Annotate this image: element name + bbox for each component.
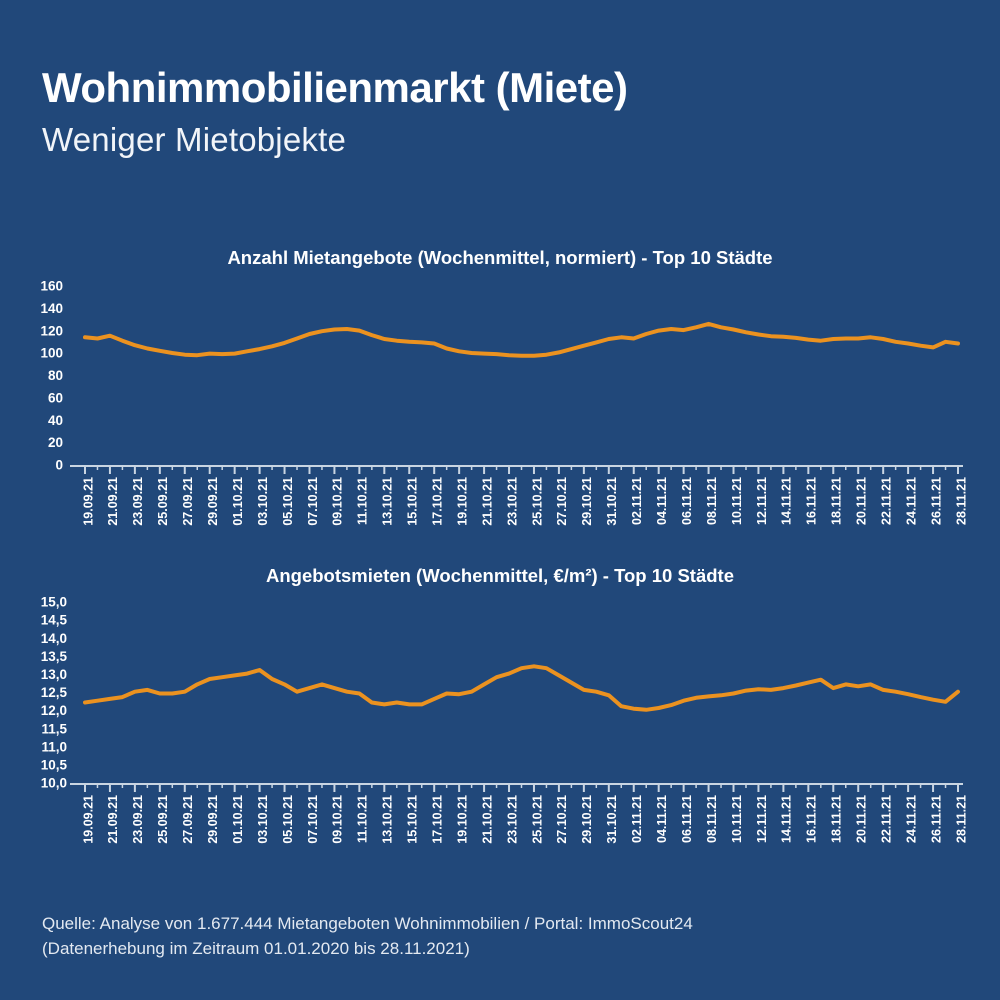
x-tick-label: 29.10.21 (580, 795, 595, 844)
rental-prices-chart (0, 590, 1000, 880)
x-tick-label: 19.10.21 (455, 477, 470, 526)
x-tick-label: 08.11.21 (704, 477, 719, 525)
x-tick-label: 21.10.21 (480, 476, 495, 526)
x-tick-label: 11.10.21 (355, 795, 370, 843)
x-tick-label: 17.10.21 (430, 477, 445, 526)
x-tick-label: 27.10.21 (555, 795, 570, 844)
y-tick-label: 140 (40, 300, 63, 316)
x-tick-label: 24.11.21 (904, 477, 919, 525)
x-tick-label: 10.11.21 (729, 795, 744, 843)
rental-listings-chart (0, 270, 1000, 560)
x-tick-label: 02.11.21 (630, 795, 645, 843)
x-tick-label: 24.11.21 (904, 795, 919, 843)
x-tick-label: 18.11.21 (829, 795, 844, 843)
y-tick-label: 80 (47, 368, 63, 384)
x-tick-label: 28.11.21 (954, 477, 969, 525)
x-tick-label: 28.11.21 (954, 795, 969, 843)
x-tick-label: 20.11.21 (854, 795, 869, 843)
y-tick-label: 15,0 (40, 594, 67, 610)
x-tick-label: 05.10.21 (280, 477, 295, 526)
y-tick-label: 40 (47, 412, 63, 428)
x-tick-label: 21.10.21 (480, 795, 495, 844)
x-tick-label: 16.11.21 (804, 477, 819, 525)
x-tick-label: 13.10.21 (380, 795, 395, 844)
x-tick-label: 14.11.21 (779, 795, 794, 843)
x-tick-label: 12.11.21 (754, 795, 769, 843)
y-tick-label: 12,0 (40, 703, 67, 719)
y-tick-label: 100 (40, 345, 63, 361)
page-title: Wohnimmobilienmarkt (Miete) (42, 64, 628, 111)
x-tick-label: 23.10.21 (505, 477, 520, 526)
y-tick-label: 14,0 (40, 630, 67, 646)
x-tick-label: 03.10.21 (255, 795, 270, 844)
y-tick-label: 10,5 (40, 757, 67, 773)
collection-period-line: (Datenerhebung im Zeitraum 01.01.2020 bis 28.11.2021) (42, 938, 470, 958)
rental-listings-chart-title: Anzahl Mietangebote (Wochenmittel, normiert) - Top 10 Städte (227, 247, 773, 268)
x-tick-label: 19.09.21 (81, 795, 96, 844)
x-tick-label: 25.09.21 (156, 795, 171, 844)
x-tick-label: 07.10.21 (305, 477, 320, 526)
y-tick-label: 60 (47, 390, 63, 406)
x-tick-label: 23.10.21 (505, 795, 520, 844)
y-tick-label: 120 (40, 323, 63, 339)
x-tick-label: 12.11.21 (754, 477, 769, 525)
footer (42, 912, 693, 961)
x-tick-label: 04.11.21 (654, 477, 669, 525)
x-tick-label: 20.11.21 (854, 477, 869, 525)
y-tick-label: 20 (47, 435, 63, 451)
x-tick-label: 05.10.21 (280, 795, 295, 844)
x-tick-label: 27.09.21 (181, 477, 196, 526)
x-tick-label: 25.09.21 (156, 477, 171, 526)
y-tick-label: 11,0 (41, 739, 67, 755)
y-tick-label: 14,5 (40, 612, 67, 628)
x-tick-label: 29.10.21 (580, 477, 595, 526)
x-tick-label: 18.11.21 (829, 477, 844, 525)
x-tick-label: 25.10.21 (530, 795, 545, 844)
x-tick-label: 21.09.21 (106, 477, 121, 526)
x-tick-label: 15.10.21 (405, 477, 420, 526)
y-tick-label: 12,5 (40, 685, 67, 701)
x-tick-label: 27.10.21 (555, 477, 570, 526)
y-tick-label: 13,0 (40, 666, 67, 682)
x-tick-label: 11.10.21 (355, 477, 370, 525)
x-tick-label: 07.10.21 (305, 795, 320, 844)
x-tick-label: 06.11.21 (679, 477, 694, 525)
x-tick-label: 22.11.21 (879, 477, 894, 525)
x-tick-label: 23.09.21 (131, 795, 146, 844)
y-tick-label: 13,5 (40, 648, 67, 664)
data-series-line (85, 324, 958, 356)
x-tick-label: 09.10.21 (330, 477, 345, 526)
x-tick-label: 22.11.21 (879, 795, 894, 843)
y-tick-label: 11,5 (41, 721, 67, 737)
x-tick-label: 01.10.21 (230, 795, 245, 844)
data-series-line (85, 666, 958, 710)
x-tick-label: 26.11.21 (929, 477, 944, 525)
y-tick-label: 10,0 (40, 775, 67, 791)
x-tick-label: 09.10.21 (330, 795, 345, 844)
x-tick-label: 25.10.21 (530, 477, 545, 526)
x-tick-label: 29.09.21 (206, 795, 221, 844)
rental-prices-chart-title: Angebotsmieten (Wochenmittel, €/m²) - Top 10 Städte (265, 565, 735, 586)
x-tick-label: 02.11.21 (630, 477, 645, 525)
x-tick-label: 27.09.21 (181, 795, 196, 844)
x-tick-label: 21.09.21 (106, 795, 121, 844)
x-tick-label: 04.11.21 (654, 795, 669, 843)
x-tick-label: 10.11.21 (729, 477, 744, 525)
x-tick-label: 23.09.21 (131, 477, 146, 526)
x-tick-label: 31.10.21 (605, 795, 620, 844)
x-tick-label: 19.09.21 (81, 477, 96, 526)
x-tick-label: 31.10.21 (605, 477, 620, 526)
y-tick-label: 0 (55, 457, 63, 473)
y-tick-label: 160 (40, 278, 63, 294)
x-tick-label: 13.10.21 (380, 477, 395, 526)
x-tick-label: 19.10.21 (455, 795, 470, 844)
source-line: Quelle: Analyse von 1.677.444 Mietangeboten Wohnimmobilien / Portal: ImmoScout24 (42, 914, 693, 933)
x-tick-label: 16.11.21 (804, 795, 819, 843)
x-tick-label: 06.11.21 (679, 795, 694, 843)
x-tick-label: 08.11.21 (704, 795, 719, 843)
x-tick-label: 29.09.21 (206, 477, 221, 526)
x-tick-label: 15.10.21 (405, 795, 420, 844)
x-tick-label: 26.11.21 (929, 795, 944, 843)
x-tick-label: 17.10.21 (430, 795, 445, 844)
x-tick-label: 01.10.21 (230, 477, 245, 526)
page-subtitle: Weniger Mietobjekte (42, 121, 347, 158)
x-tick-label: 14.11.21 (779, 477, 794, 525)
x-tick-label: 03.10.21 (255, 477, 270, 526)
